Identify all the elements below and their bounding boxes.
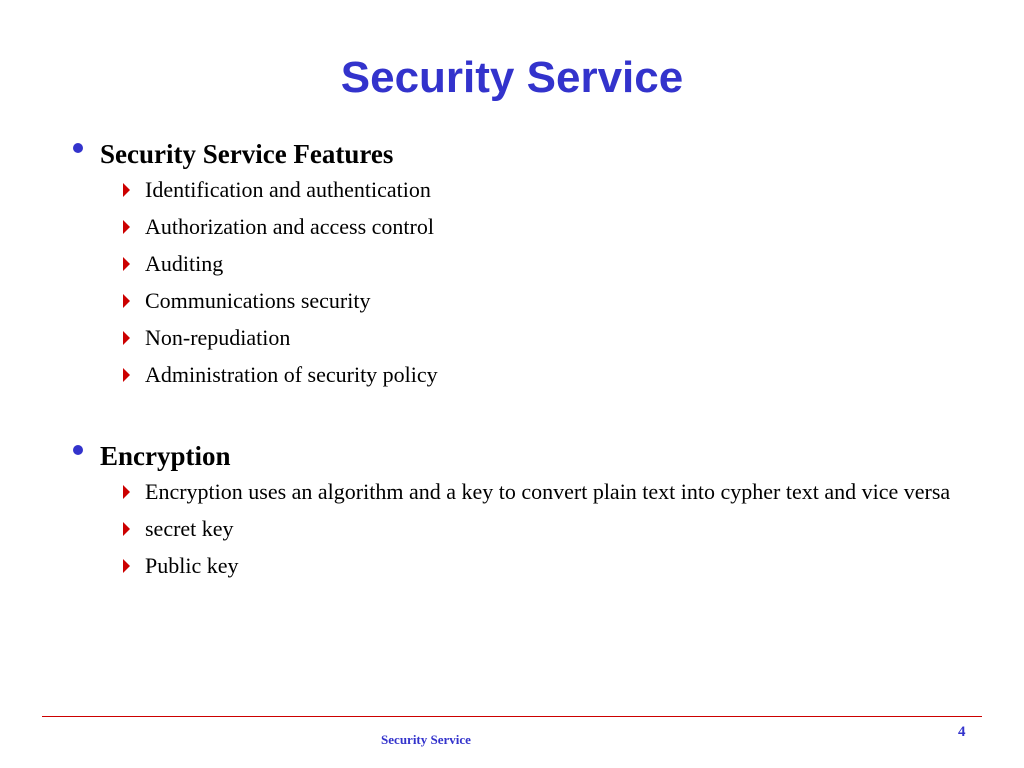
arrow-bullet-icon	[123, 559, 130, 573]
footer-title: Security Service	[381, 732, 471, 747]
section-security-service-features	[70, 137, 970, 390]
arrow-bullet-icon	[123, 294, 130, 308]
arrow-bullet-icon	[123, 257, 130, 271]
section-heading	[70, 137, 970, 171]
bullet-dot-icon	[73, 143, 83, 153]
list-item	[70, 175, 970, 205]
list-item-text: Public key	[145, 553, 239, 578]
section-heading	[70, 439, 970, 473]
bullet-dot-icon	[73, 445, 83, 455]
list-item-text: Non-repudiation	[145, 325, 291, 350]
arrow-bullet-icon	[123, 522, 130, 536]
list-item	[70, 212, 970, 242]
sub-bullet-list	[70, 477, 970, 581]
section-heading-text: Security Service Features	[100, 139, 394, 169]
arrow-bullet-icon	[123, 331, 130, 345]
list-item	[70, 249, 970, 279]
arrow-bullet-icon	[123, 368, 130, 382]
section-encryption	[70, 439, 970, 581]
section-heading-text: Encryption	[100, 441, 231, 471]
list-item-text: Administration of security policy	[145, 362, 438, 387]
list-item-text: Authorization and access control	[145, 214, 434, 239]
slide-title: Security Service	[340, 53, 684, 102]
arrow-bullet-icon	[123, 485, 130, 499]
list-item	[70, 286, 970, 316]
page-number: 4	[958, 724, 966, 740]
list-item-text: secret key	[145, 516, 234, 541]
list-item-text: Communications security	[145, 288, 371, 313]
list-item	[70, 477, 970, 507]
sub-bullet-list	[70, 175, 970, 390]
arrow-bullet-icon	[123, 183, 130, 197]
list-item-text: Auditing	[145, 251, 224, 276]
list-item	[70, 514, 970, 544]
list-item	[70, 360, 970, 390]
arrow-bullet-icon	[123, 220, 130, 234]
list-item	[70, 551, 970, 581]
footer-divider	[42, 716, 982, 717]
list-item-text: Encryption uses an algorithm and a key to convert plain text into cypher text and vice versa	[145, 479, 951, 504]
list-item-text: Identification and authentication	[145, 177, 431, 202]
list-item	[70, 323, 970, 353]
